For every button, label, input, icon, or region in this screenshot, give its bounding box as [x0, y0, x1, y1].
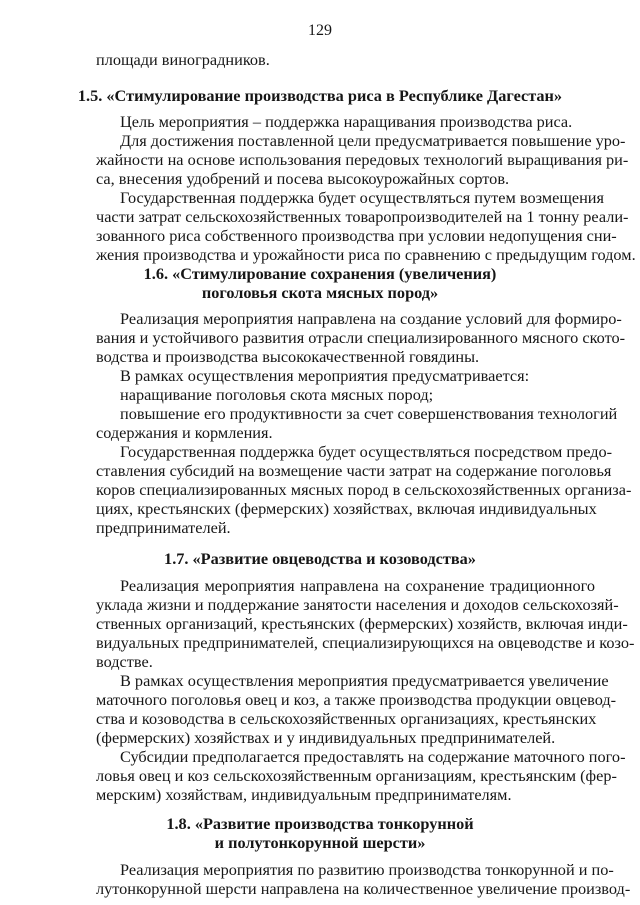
- body-line: Реализация мероприятия по развитию производства тонкорунной и по-: [120, 860, 614, 879]
- body-line: Государственная поддержка будет осуществляться посредством предо-: [120, 442, 613, 461]
- body-line: уклада жизни и поддержание занятости населения и доходов сельскохозяй-: [96, 595, 619, 614]
- body-line: видуальных предпринимателей, специализирующихся на овцеводстве и козо-: [96, 633, 635, 652]
- body-line: са, внесения удобрений и посева высокоурожайных сортов.: [96, 169, 510, 188]
- body-line: Реализация мероприятия направлена на создание условий для формиро-: [120, 309, 622, 328]
- body-line: предпринимателей.: [96, 518, 231, 537]
- body-line: лутонкорунной шерсти направлена на количественное увеличение производ-: [96, 879, 631, 898]
- body-line: Государственная поддержка будет осуществляться путем возмещения: [120, 188, 604, 207]
- body-line: ства и козоводства в сельскохозяйственных организациях, крестьянских: [96, 709, 597, 728]
- body-line: Реализация мероприятия направлена на сохранение традиционного: [120, 576, 595, 595]
- body-line: мерским) хозяйствам, индивидуальным предпринимателям.: [96, 785, 512, 804]
- body-line: В рамках осуществления мероприятия предусматривается увеличение: [120, 671, 609, 690]
- body-line: зованного риса собственного производства при условии недопущения сни-: [96, 226, 617, 245]
- section-heading-1-8: 1.8. «Развитие производства тонкорунной: [166, 814, 474, 833]
- page-number: 129: [308, 22, 332, 39]
- body-line: жения производства и урожайности риса по сравнению с предыдущим годом.: [96, 245, 636, 264]
- body-line: ставления субсидий на возмещение части затрат на содержание поголовья: [96, 461, 612, 480]
- body-line: маточного поголовья овец и коз, а также производства продукции овцевод-: [96, 690, 617, 709]
- body-line: ственных организаций, крестьянских (фермерских) хозяйств, включая инди-: [96, 614, 628, 633]
- body-line: содержания и кормления.: [96, 423, 273, 442]
- section-heading-1-7: 1.7. «Развитие овцеводства и козоводства»: [164, 549, 476, 568]
- section-heading-1-5: 1.5. «Стимулирование производства риса в Республике Дагестан»: [77, 86, 563, 105]
- body-line: повышение его продуктивности за счет совершенствования технологий: [120, 404, 618, 423]
- body-line: коров специализированных мясных пород в сельскохозяйственных организа-: [96, 480, 632, 499]
- body-line: жайности на основе использования передовых технологий выращивания ри-: [96, 150, 629, 169]
- body-line: (фермерских) хозяйствах и у индивидуальных предпринимателей.: [96, 728, 556, 747]
- body-line: ловья овец и коз сельскохозяйственным организациям, крестьянским (фер-: [96, 766, 617, 785]
- body-line: площади виноградников.: [96, 50, 270, 69]
- body-line: Для достижения поставленной цели предусматривается повышение уро-: [120, 131, 626, 150]
- body-line: водства и производства высококачественной говядины.: [96, 347, 480, 366]
- body-line: циях, крестьянских (фермерских) хозяйствах, включая индивидуальных: [96, 499, 597, 518]
- section-heading-1-6-cont: поголовья скота мясных пород»: [201, 283, 439, 302]
- body-line: вания и устойчивого развития отрасли специализированного мясного ското-: [96, 328, 626, 347]
- body-line: В рамках осуществления мероприятия предусматривается:: [120, 366, 530, 385]
- body-line: Цель мероприятия – поддержка наращивания производства риса.: [120, 112, 573, 131]
- body-line: части затрат сельскохозяйственных товаропроизводителей на 1 тонну реали-: [96, 207, 629, 226]
- body-line: водстве.: [96, 652, 153, 671]
- section-heading-1-6: 1.6. «Стимулирование сохранения (увеличения): [143, 264, 497, 283]
- body-line: наращивание поголовья скота мясных пород;: [120, 385, 434, 404]
- section-heading-1-8-cont: и полутонкорунной шерсти»: [214, 833, 426, 852]
- body-line: Субсидии предполагается предоставлять на содержание маточного пого-: [120, 747, 626, 766]
